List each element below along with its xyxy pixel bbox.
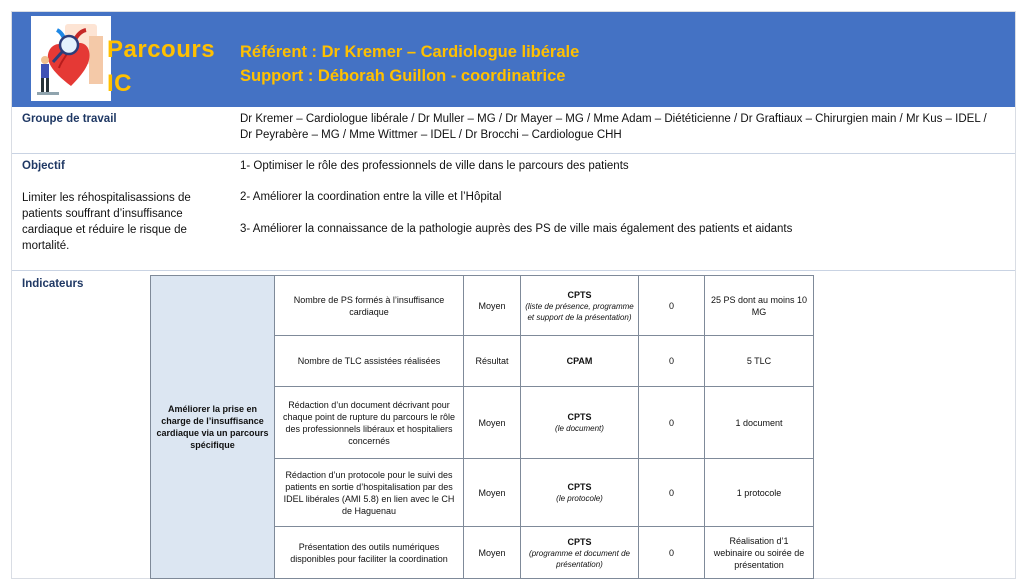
source-detail: (le document) <box>555 424 604 433</box>
groupe-members: Dr Kremer – Cardiologue libérale / Dr Muller – MG / Dr Mayer – MG / Mme Adam – Diététicienne / Dr Graftiaux – Chirurgien main / Mr Kus – IDEL / Dr Peyrabère – MG / Mme Wittmer – IDEL / Dr Brocchi – Cardiologue CHH <box>240 113 987 141</box>
source-detail: (le protocole) <box>556 494 603 503</box>
divider <box>12 270 1015 271</box>
type-cell: Moyen <box>464 527 521 579</box>
divider <box>12 153 1015 154</box>
objectif-item: 1- Optimiser le rôle des professionnels de ville dans le parcours des patients <box>240 160 629 172</box>
table-row <box>151 276 814 336</box>
goal-cell: Améliorer la prise en charge de l’insuffisance cardiaque via un parcours spécifique <box>151 276 275 579</box>
brand-line-2: IC <box>107 70 132 97</box>
initial-value-cell: 0 <box>639 336 705 387</box>
target-cell: 1 document <box>705 387 814 459</box>
target-cell: Réalisation d’1 webinaire ou soirée de présentation <box>705 527 814 579</box>
indicator-cell: Nombre de PS formés à l’insuffisance cardiaque <box>275 276 464 336</box>
source-main: CPAM <box>566 356 593 366</box>
source-cell <box>521 276 639 336</box>
indicateurs-label: Indicateurs <box>22 278 84 290</box>
indicator-cell: Rédaction d’un protocole pour le suivi des patients en sortie d’hospitalisation par des IDEL libérales (AMI 5.8) en lien avec le CH de Haguenau <box>275 459 464 527</box>
type-cell: Moyen <box>464 459 521 527</box>
heart-logo-icon <box>31 16 111 101</box>
groupe-label: Groupe de travail <box>22 113 117 125</box>
source-detail: (programme et document de présentation) <box>529 548 630 569</box>
brand-line-1: Parcours <box>107 36 216 63</box>
initial-value-cell: 0 <box>639 527 705 579</box>
indicator-cell: Présentation des outils numériques disponibles pour faciliter la coordination <box>275 527 464 579</box>
initial-value-cell: 0 <box>639 387 705 459</box>
objectif-item: 3- Améliorer la connaissance de la pathologie auprès des PS de ville mais également des patients et aidants <box>240 223 793 235</box>
referent-block <box>240 40 579 88</box>
source-detail: (liste de présence, programme et support de la présentation) <box>525 301 634 322</box>
source-main: CPTS <box>567 482 592 492</box>
objectif-label: Objectif <box>22 160 65 172</box>
source-cell <box>521 336 639 387</box>
indicator-cell: Rédaction d’un document décrivant pour chaque point de rupture du parcours le rôle des professionnels libéraux et hospitaliers concernés <box>275 387 464 459</box>
type-cell: Moyen <box>464 387 521 459</box>
type-cell: Résultat <box>464 336 521 387</box>
indicators-table <box>150 275 814 579</box>
referent-text: Référent : Dr Kremer – Cardiologue libérale <box>240 43 580 61</box>
initial-value-cell: 0 <box>639 276 705 336</box>
source-main: CPTS <box>567 412 592 422</box>
source-cell <box>521 527 639 579</box>
support-text: Support : Déborah Guillon - coordinatrice <box>240 67 566 85</box>
source-cell <box>521 387 639 459</box>
initial-value-cell: 0 <box>639 459 705 527</box>
target-cell: 25 PS dont au moins 10 MG <box>705 276 814 336</box>
source-main: CPTS <box>567 536 592 547</box>
target-cell: 5 TLC <box>705 336 814 387</box>
brand-title <box>107 33 215 101</box>
objectif-description: Limiter les réhospitalisassions de patients souffrant d’insuffisance cardiaque et réduire le risque de mortalité. <box>22 192 191 252</box>
type-cell: Moyen <box>464 276 521 336</box>
source-cell <box>521 459 639 527</box>
target-cell: 1 protocole <box>705 459 814 527</box>
source-main: CPTS <box>567 289 592 300</box>
indicator-cell: Nombre de TLC assistées réalisées <box>275 336 464 387</box>
header-banner <box>12 12 1015 107</box>
objectif-item: 2- Améliorer la coordination entre la ville et l’Hôpital <box>240 191 502 203</box>
